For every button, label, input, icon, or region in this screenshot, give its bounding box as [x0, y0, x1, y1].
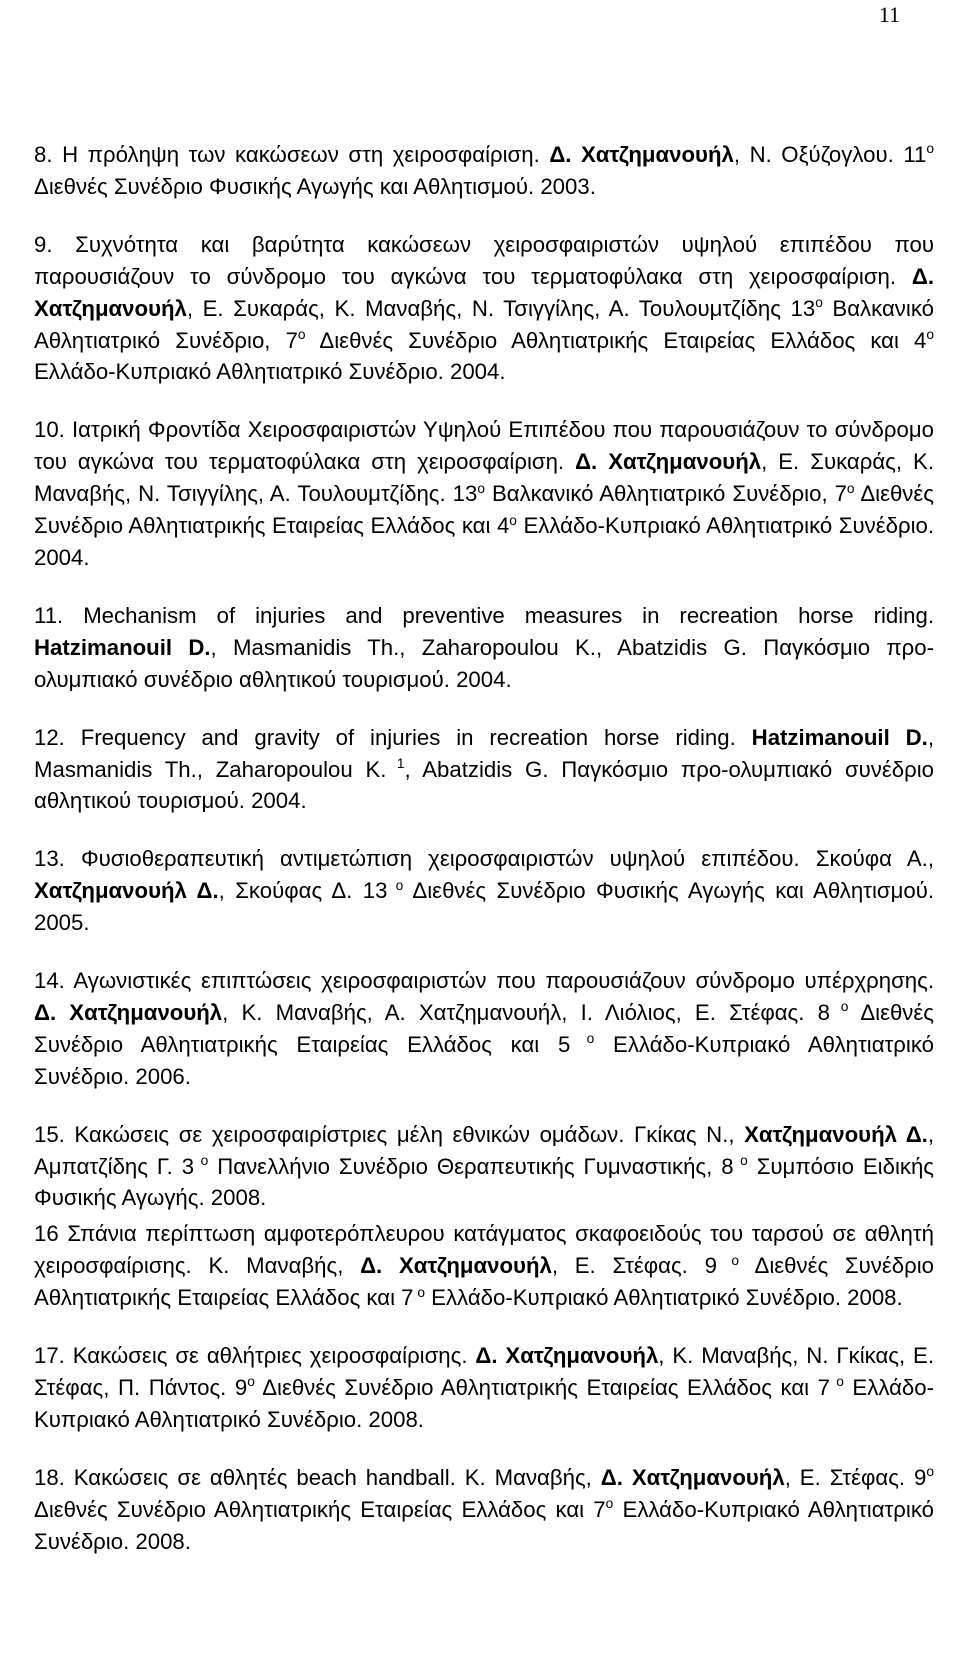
- reference-number: 10.: [34, 417, 65, 443]
- author-highlight: Hatzimanouil D.: [751, 724, 928, 750]
- reference-text: , Ε. Στέφας. 9: [551, 1253, 717, 1279]
- reference-item: [34, 1119, 934, 1215]
- author-highlight: Δ. Χατζημανουήλ: [575, 449, 762, 475]
- superscript: ο: [716, 1252, 739, 1268]
- reference-number: 16: [34, 1221, 59, 1247]
- superscript: ο: [829, 1374, 844, 1390]
- superscript: ο: [605, 1496, 614, 1512]
- reference-text: Διεθνές Συνέδριο Αθλητιατρικής Εταιρείας Ελλάδος και 7: [34, 1496, 606, 1522]
- reference-number: 15.: [34, 1121, 65, 1147]
- reference-text: Κακώσεις σε αθλήτριες χειροσφαίρισης.: [64, 1343, 476, 1369]
- reference-text: Διεθνές Συνέδριο Αθλητιατρικής Εταιρείας Ελλάδος και 4: [305, 327, 927, 353]
- reference-item: [34, 1462, 934, 1558]
- reference-item: [34, 414, 934, 574]
- superscript: ο: [733, 1153, 748, 1169]
- reference-item: [34, 600, 934, 696]
- page-number: 11: [878, 2, 900, 27]
- reference-text: Mechanism of injuries and preventive measures in recreation horse riding.: [63, 602, 934, 628]
- superscript: ο: [926, 141, 935, 157]
- reference-text: Ελλάδο-Κυπριακό Αθλητιατρικό Συνέδριο. 2008.: [34, 1496, 934, 1554]
- reference-number: 8.: [34, 142, 53, 167]
- superscript: ο: [829, 999, 849, 1015]
- reference-text: Διεθνές Συνέδριο Αθλητιατρικής Εταιρείας Ελλάδος και 5: [34, 999, 934, 1057]
- superscript: ο: [194, 1153, 209, 1169]
- reference-text: , Ε. Συκαράς, Κ. Μαναβής, Ν. Τσιγγίλης, Α. Τουλουμτζίδης 13: [186, 295, 816, 321]
- reference-text: , Κ. Μαναβής, Ν. Γκίκας, Ε. Στέφας, Π. Πάντος. 9: [34, 1343, 934, 1400]
- reference-text: Συχνότητα και βαρύτητα κακώσεων χειροσφαιριστών υψηλού επιπέδου που παρουσιάζουν το σύνδρομο του αγκώνα του τερματοφύλακα στη χειροσφαίριση.: [34, 231, 934, 289]
- reference-text: , Αμπατζίδης Γ. 3: [34, 1121, 934, 1179]
- author-highlight: Χατζημανουήλ Δ.: [744, 1121, 928, 1147]
- reference-text: Βαλκανικό Αθλητιατρικό Συνέδριο, 7: [484, 481, 847, 507]
- reference-list: [34, 139, 934, 1558]
- reference-text: Ελλάδο-Κυπριακό Αθλητιατρικό Συνέδριο. 2006.: [34, 1031, 935, 1089]
- reference-text: Βαλκανικό Αθλητιατρικό Συνέδριο, 7: [34, 295, 934, 353]
- reference-item: [34, 965, 934, 1093]
- reference-text: , Ε. Συκαράς, Κ. Μαναβής, Ν. Τσιγγίλης, Α. Τουλουμτζίδης. 13: [34, 449, 934, 507]
- author-highlight: Δ. Χατζημανουήλ: [549, 142, 734, 167]
- author-highlight: Δ. Χατζημανουήλ: [600, 1464, 785, 1490]
- reference-text: Διεθνές Συνέδριο Φυσικής Αγωγής και Αθλητισμού. 2003.: [34, 173, 596, 199]
- author-highlight: Δ. Χατζημανουήλ: [475, 1343, 659, 1369]
- superscript: ο: [926, 1464, 934, 1480]
- reference-text: , Masmanidis Th., Zaharopoulou K.: [34, 724, 934, 782]
- reference-text: Κακώσεις σε αθλητές beach handball. Κ. Μαναβής,: [64, 1464, 601, 1490]
- reference-text: , Ν. Οξύζογλου. 11: [733, 142, 927, 167]
- reference-item: [34, 229, 934, 389]
- reference-number: 18.: [34, 1464, 65, 1490]
- superscript: ο: [846, 480, 855, 496]
- reference-text: , Masmanidis Th., Zaharopoulou K., Abatzidis G. Παγκόσμιο προ-ολυμπιακό συνέδριο αθλητικού τουρισμού. 2004.: [34, 634, 934, 692]
- reference-text: Ελλάδο-Κυπριακό Αθλητιατρικό Συνέδριο. 2008.: [34, 1375, 934, 1432]
- reference-item: [34, 139, 934, 203]
- reference-text: Διεθνές Συνέδριο Αθλητιατρικής Εταιρείας Ελλάδος και 7: [34, 1253, 935, 1311]
- reference-text: Frequency and gravity of injuries in recreation horse riding.: [64, 724, 752, 750]
- reference-number: 13.: [34, 846, 65, 872]
- reference-number: 14.: [34, 968, 65, 994]
- reference-text: Αγωνιστικές επιπτώσεις χειροσφαιριστών που παρουσιάζουν σύνδρομο υπέρχρησης.: [64, 968, 934, 994]
- reference-text: Διεθνές Συνέδριο Φυσικής Αγωγής και Αθλητισμού. 2005.: [34, 878, 934, 936]
- author-highlight: Δ. Χατζημανουήλ: [34, 999, 223, 1025]
- reference-number: 12.: [34, 724, 65, 750]
- superscript: ο: [413, 1284, 425, 1300]
- superscript: ο: [570, 1031, 595, 1047]
- reference-number: 17.: [34, 1343, 65, 1369]
- reference-text: , Ε. Στέφας. 9: [784, 1464, 927, 1490]
- reference-text: , Abatzidis G. Παγκόσμιο προ-ολυμπιακό συνέδριο αθλητικού τουρισμού. 2004.: [34, 756, 935, 814]
- reference-text: , Κ. Μαναβής, Α. Χατζημανουήλ, Ι. Λιόλιος, Ε. Στέφας. 8: [222, 999, 830, 1025]
- reference-text: , Σκούφας Δ. 13: [218, 878, 388, 904]
- superscript: ο: [815, 295, 823, 311]
- reference-text: Διεθνές Συνέδριο Αθλητιατρικής Εταιρείας Ελλάδος και 4: [34, 481, 934, 539]
- author-highlight: Χατζημανουήλ Δ.: [34, 878, 219, 904]
- superscript: ο: [477, 480, 485, 496]
- reference-text: Διεθνές Συνέδριο Αθλητιατρικής Εταιρείας Ελλάδος και 7: [254, 1375, 830, 1400]
- reference-item: [34, 843, 934, 939]
- reference-text: Συμπόσιο Ειδικής Φυσικής Αγωγής. 2008.: [34, 1153, 934, 1211]
- reference-text: Η πρόληψη των κακώσεων στη χειροσφαίριση.: [52, 142, 550, 167]
- reference-item: [34, 1218, 934, 1314]
- reference-item: [34, 1340, 934, 1436]
- superscript: ο: [926, 327, 934, 342]
- superscript: ο: [297, 327, 306, 342]
- author-highlight: Hatzimanouil D.: [34, 634, 211, 660]
- author-highlight: Δ. Χατζημανουήλ: [360, 1253, 552, 1279]
- reference-text: Κακώσεις σε χειροσφαιρίστριες μέλη εθνικών ομάδων. Γκίκας Ν.,: [64, 1121, 745, 1147]
- reference-text: Ιατρική Φροντίδα Χειροσφαιριστών Υψηλού Επιπέδου που παρουσιάζουν το σύνδρομο του αγκώνα του τερματοφύλακα στη χειροσφαίριση.: [34, 417, 934, 475]
- reference-text: Φυσιοθεραπευτική αντιμετώπιση χειροσφαιριστών υψηλού επιπέδου. Σκούφα Α.,: [64, 846, 934, 872]
- superscript: ο: [509, 512, 517, 528]
- reference-text: Πανελλήνιο Συνέδριο Θεραπευτικής Γυμναστικής, 8: [208, 1153, 734, 1179]
- reference-number: 11.: [34, 602, 64, 628]
- reference-text: Ελλάδο-Κυπριακό Αθλητιατρικό Συνέδριο. 2008.: [425, 1285, 903, 1311]
- author-highlight: Δ. Χατζημανουήλ: [34, 263, 934, 321]
- reference-text: Σπάνια περίπτωση αμφοτερόπλευρου κατάγματος σκαφοειδούς του ταρσού σε αθλητή χειροσφαίρισης. Κ. Μαναβής,: [34, 1221, 934, 1279]
- reference-text: Ελλάδο-Κυπριακό Αθλητιατρικό Συνέδριο. 2004.: [34, 513, 935, 570]
- superscript: ο: [247, 1374, 255, 1390]
- superscript: ο: [387, 877, 404, 893]
- reference-item: [34, 722, 934, 818]
- reference-text: Ελλάδο-Κυπριακό Αθλητιατρικό Συνέδριο. 2004.: [34, 359, 506, 385]
- reference-number: 9.: [34, 231, 53, 257]
- superscript: 1: [386, 755, 405, 771]
